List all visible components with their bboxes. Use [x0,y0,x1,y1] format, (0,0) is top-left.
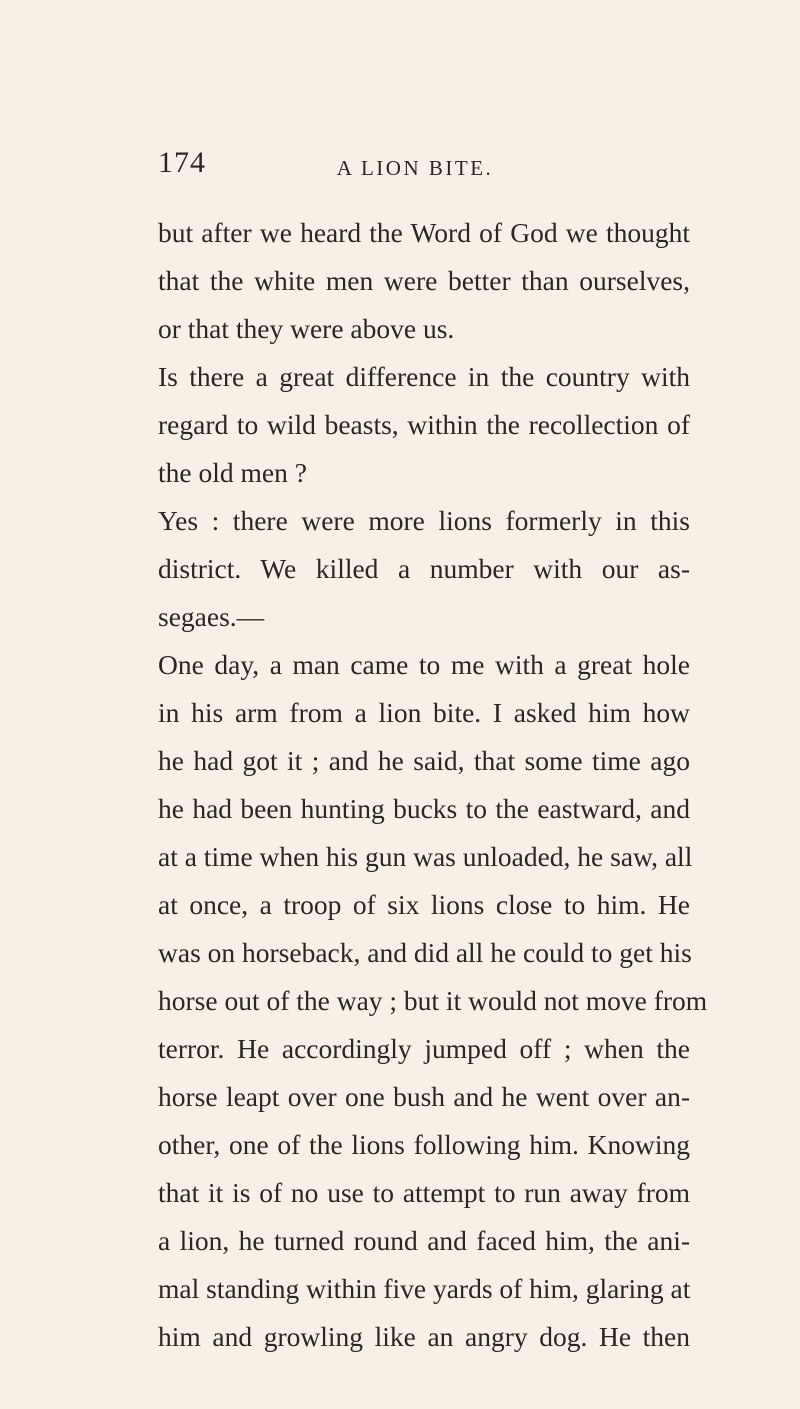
text-line: horse out of the way ; but it would not move from [158,985,708,1016]
text-line: was on horseback, and did all he could to get his [158,937,692,968]
text-line: Is there a great difference in the country with [158,361,690,392]
text-line: or that they were above us. [158,313,455,344]
text-line: in his arm from a lion bite. I asked him how [158,697,690,728]
text-line: but after we heard the Word of God we thought [158,217,690,248]
text-line: district. We killed a number with our as- [158,553,690,584]
page-number: 174 [158,146,206,179]
text-line: at once, a troop of six lions close to him. He [158,889,690,920]
text-line: horse leapt over one bush and he went over an- [158,1081,690,1112]
text-line: mal standing within five yards of him, glaring at [158,1273,691,1304]
body-text [158,209,708,1361]
text-line: he had been hunting bucks to the eastward, and [158,793,690,824]
text-line: Yes : there were more lions formerly in this [158,505,690,536]
text-line: regard to wild beasts, within the recollection of [158,409,690,440]
text-line: the old men ? [158,457,307,488]
text-line: terror. He accordingly jumped off ; when the [158,1033,690,1064]
text-line: he had got it ; and he said, that some time ago [158,745,690,776]
text-line: at a time when his gun was unloaded, he saw, all [158,841,693,872]
text-line: that the white men were better than ourselves, [158,265,690,296]
running-title: A LION BITE. [336,156,494,180]
text-line: segaes.— [158,601,265,632]
text-line: him and growling like an angry dog. He then [158,1321,690,1352]
text-line: that it is of no use to attempt to run away from [158,1177,690,1208]
text-line: a lion, he turned round and faced him, the ani- [158,1225,690,1256]
text-line: other, one of the lions following him. Knowing [158,1129,690,1160]
text-line: One day, a man came to me with a great hole [158,649,690,680]
